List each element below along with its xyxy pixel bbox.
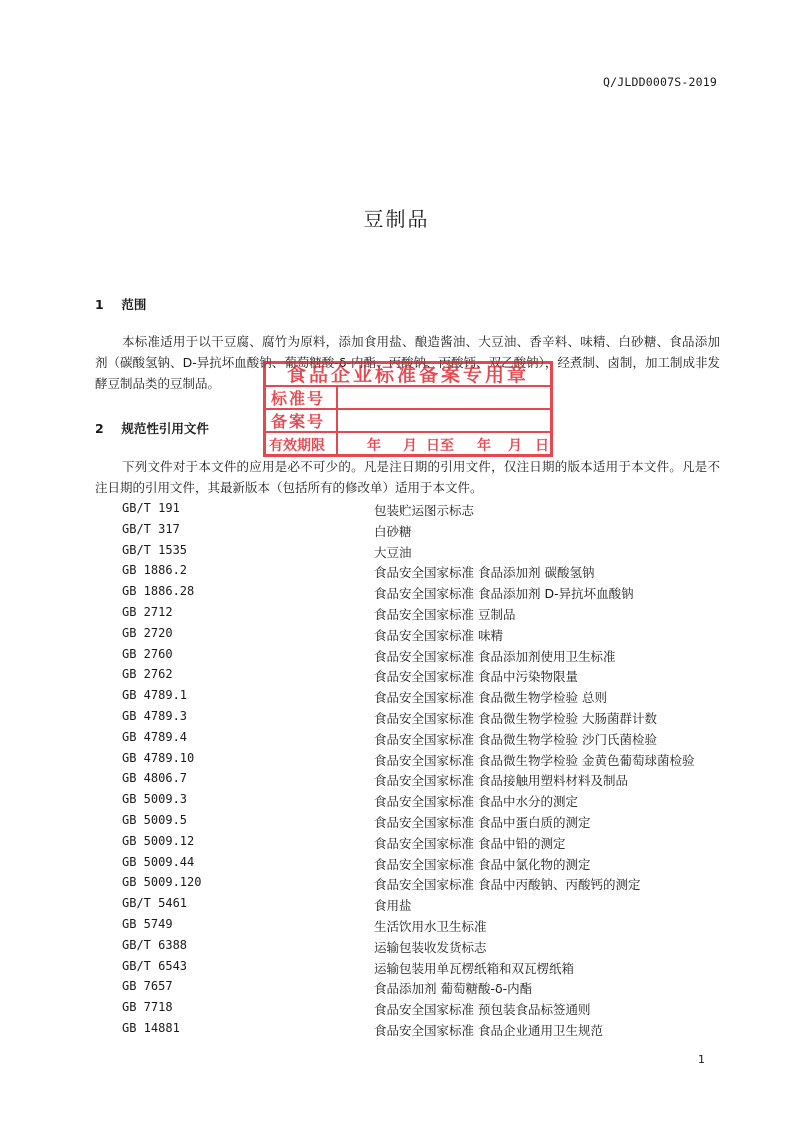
reference-item: [0, 1019, 793, 1040]
reference-item: [0, 790, 793, 811]
reference-code: GB/T 317: [122, 521, 180, 536]
reference-name: 食品安全国家标准 食品中铅的测定: [374, 835, 566, 851]
svg-text:日: 日: [535, 438, 549, 454]
reference-name: 大豆油: [374, 544, 412, 560]
reference-name: 食品安全国家标准 食品中污染物限量: [374, 669, 578, 685]
reference-code: GB 14881: [122, 1020, 180, 1035]
reference-code: GB 7657: [122, 979, 173, 994]
reference-code: GB 7718: [122, 1000, 173, 1015]
reference-code: GB/T 5461: [122, 896, 188, 911]
reference-item: [0, 686, 793, 707]
reference-code: GB 5009.120: [122, 875, 202, 890]
reference-item: [0, 749, 793, 770]
svg-text:食品企业标准备案专用章: 食品企业标准备案专用章: [286, 364, 530, 386]
reference-code: GB/T 6388: [122, 937, 188, 952]
svg-text:年: 年: [367, 438, 381, 454]
reference-item: [0, 832, 793, 853]
reference-name: 食品安全国家标准 食品中丙酸钠、丙酸钙的测定: [374, 877, 641, 893]
reference-name: 白砂糖: [374, 523, 412, 539]
reference-code: GB/T 6543: [122, 958, 188, 973]
reference-code: GB/T 1535: [122, 542, 188, 557]
reference-code: GB 2712: [122, 604, 173, 619]
reference-name: 食品安全国家标准 食品微生物学检验 金黄色葡萄球菌检验: [374, 752, 695, 768]
reference-code: GB/T 191: [122, 501, 180, 515]
reference-code: GB 4789.10: [122, 750, 195, 765]
svg-text:日至: 日至: [426, 438, 454, 454]
reference-code: GB 2720: [122, 625, 173, 640]
reference-item: [0, 936, 793, 957]
reference-item: [0, 645, 793, 666]
reference-item: [0, 707, 793, 728]
document-title: 豆制品: [363, 207, 430, 231]
reference-name: 运输包装收发货标志: [374, 939, 487, 955]
reference-code: GB 5009.5: [122, 812, 188, 827]
reference-name: 食品安全国家标准 食品添加剂 D-异抗坏血酸钠: [374, 586, 634, 602]
references-paragraph: [95, 457, 720, 499]
reference-name: 包装贮运图示标志: [374, 503, 475, 518]
section-heading-scope: [95, 295, 146, 313]
page-number: 1: [698, 1053, 705, 1066]
svg-text:月: 月: [508, 438, 522, 454]
svg-text:月: 月: [403, 438, 417, 454]
reference-item: [0, 977, 793, 998]
section-heading-references: [95, 419, 209, 437]
reference-item: [0, 499, 793, 520]
reference-item: [0, 873, 793, 894]
reference-code: GB 4806.7: [122, 771, 188, 786]
reference-list: [0, 499, 793, 1040]
reference-code: GB 4789.3: [122, 708, 188, 723]
reference-name: 食品安全国家标准 食品企业通用卫生规范: [374, 1022, 603, 1038]
section-number: 2: [95, 421, 104, 436]
document-code: Q/JLDD0007S-2019: [603, 75, 717, 89]
reference-item: [0, 541, 793, 562]
reference-name: 食品安全国家标准 豆制品: [374, 606, 516, 622]
reference-code: GB 4789.4: [122, 729, 188, 744]
reference-item: [0, 603, 793, 624]
section-title: 规范性引用文件: [121, 421, 209, 436]
svg-text:有效期限: 有效期限: [269, 438, 325, 454]
reference-name: 食品安全国家标准 食品添加剂 碳酸氢钠: [374, 565, 595, 581]
reference-code: GB 5009.12: [122, 833, 195, 848]
reference-item: [0, 582, 793, 603]
svg-text:年: 年: [477, 438, 491, 454]
reference-item: [0, 957, 793, 978]
section-number: 1: [95, 297, 104, 312]
reference-name: 生活饮用水卫生标准: [374, 918, 487, 934]
reference-name: 食品安全国家标准 食品中水分的测定: [374, 794, 578, 810]
reference-code: GB 1886.2: [122, 563, 188, 578]
reference-item: [0, 665, 793, 686]
reference-code: GB 2762: [122, 667, 173, 682]
reference-name: 食品安全国家标准 味精: [374, 627, 503, 643]
reference-item: [0, 998, 793, 1019]
svg-text:标准号: 标准号: [271, 389, 326, 408]
reference-item: [0, 894, 793, 915]
scope-paragraph: [95, 332, 720, 394]
section-title: 范围: [121, 297, 147, 312]
reference-item: [0, 769, 793, 790]
reference-item: [0, 915, 793, 936]
reference-item: [0, 561, 793, 582]
reference-name: 食品安全国家标准 食品添加剂使用卫生标准: [374, 648, 616, 664]
reference-name: 食品安全国家标准 食品微生物学检验 大肠菌群计数: [374, 710, 657, 726]
reference-code: GB 5749: [122, 916, 173, 931]
reference-code: GB 1886.28: [122, 584, 195, 599]
reference-item: [0, 520, 793, 541]
reference-name: 食品安全国家标准 预包装食品标签通则: [374, 1002, 591, 1018]
reference-name: 食品安全国家标准 食品微生物学检验 总则: [374, 690, 607, 706]
svg-text:备案号: 备案号: [271, 412, 326, 431]
reference-code: GB 2760: [122, 646, 173, 661]
reference-code: GB 5009.3: [122, 792, 188, 807]
reference-item: [0, 728, 793, 749]
reference-name: 食品安全国家标准 食品接触用塑料材料及制品: [374, 773, 628, 789]
references-intro-text: 下列文件对于本文件的应用是必不可少的。凡是注日期的引用文件，仅注日期的版本适用于本文件。凡是不注日期的引用文件，其最新版本（包括所有的修改单）适用于本文件。: [95, 459, 720, 495]
reference-item: [0, 811, 793, 832]
reference-name: 运输包装用单瓦楞纸箱和双瓦楞纸箱: [374, 960, 575, 976]
reference-name: 食品添加剂 葡萄糖酸-δ-内酯: [374, 981, 533, 997]
reference-item: [0, 624, 793, 645]
scope-text: 本标准适用于以干豆腐、腐竹为原料，添加食用盐、酿造酱油、大豆油、香辛料、味精、白砂糖、食品添加剂（碳酸氢钠、D-异抗坏血酸钠、葡萄糖酸-δ-内酯、丙酸钠、丙酸钙、双乙酸钠），经煮制、卤制，加工制成非发酵豆制品类的豆制品。: [95, 334, 720, 391]
reference-name: 食品安全国家标准 食品中蛋白质的测定: [374, 814, 591, 830]
reference-name: 食品安全国家标准 食品微生物学检验 沙门氏菌检验: [374, 731, 657, 747]
reference-item: [0, 853, 793, 874]
reference-code: GB 4789.1: [122, 688, 188, 703]
reference-name: 食品安全国家标准 食品中氯化物的测定: [374, 856, 591, 872]
reference-name: 食用盐: [374, 898, 412, 914]
reference-code: GB 5009.44: [122, 854, 195, 869]
